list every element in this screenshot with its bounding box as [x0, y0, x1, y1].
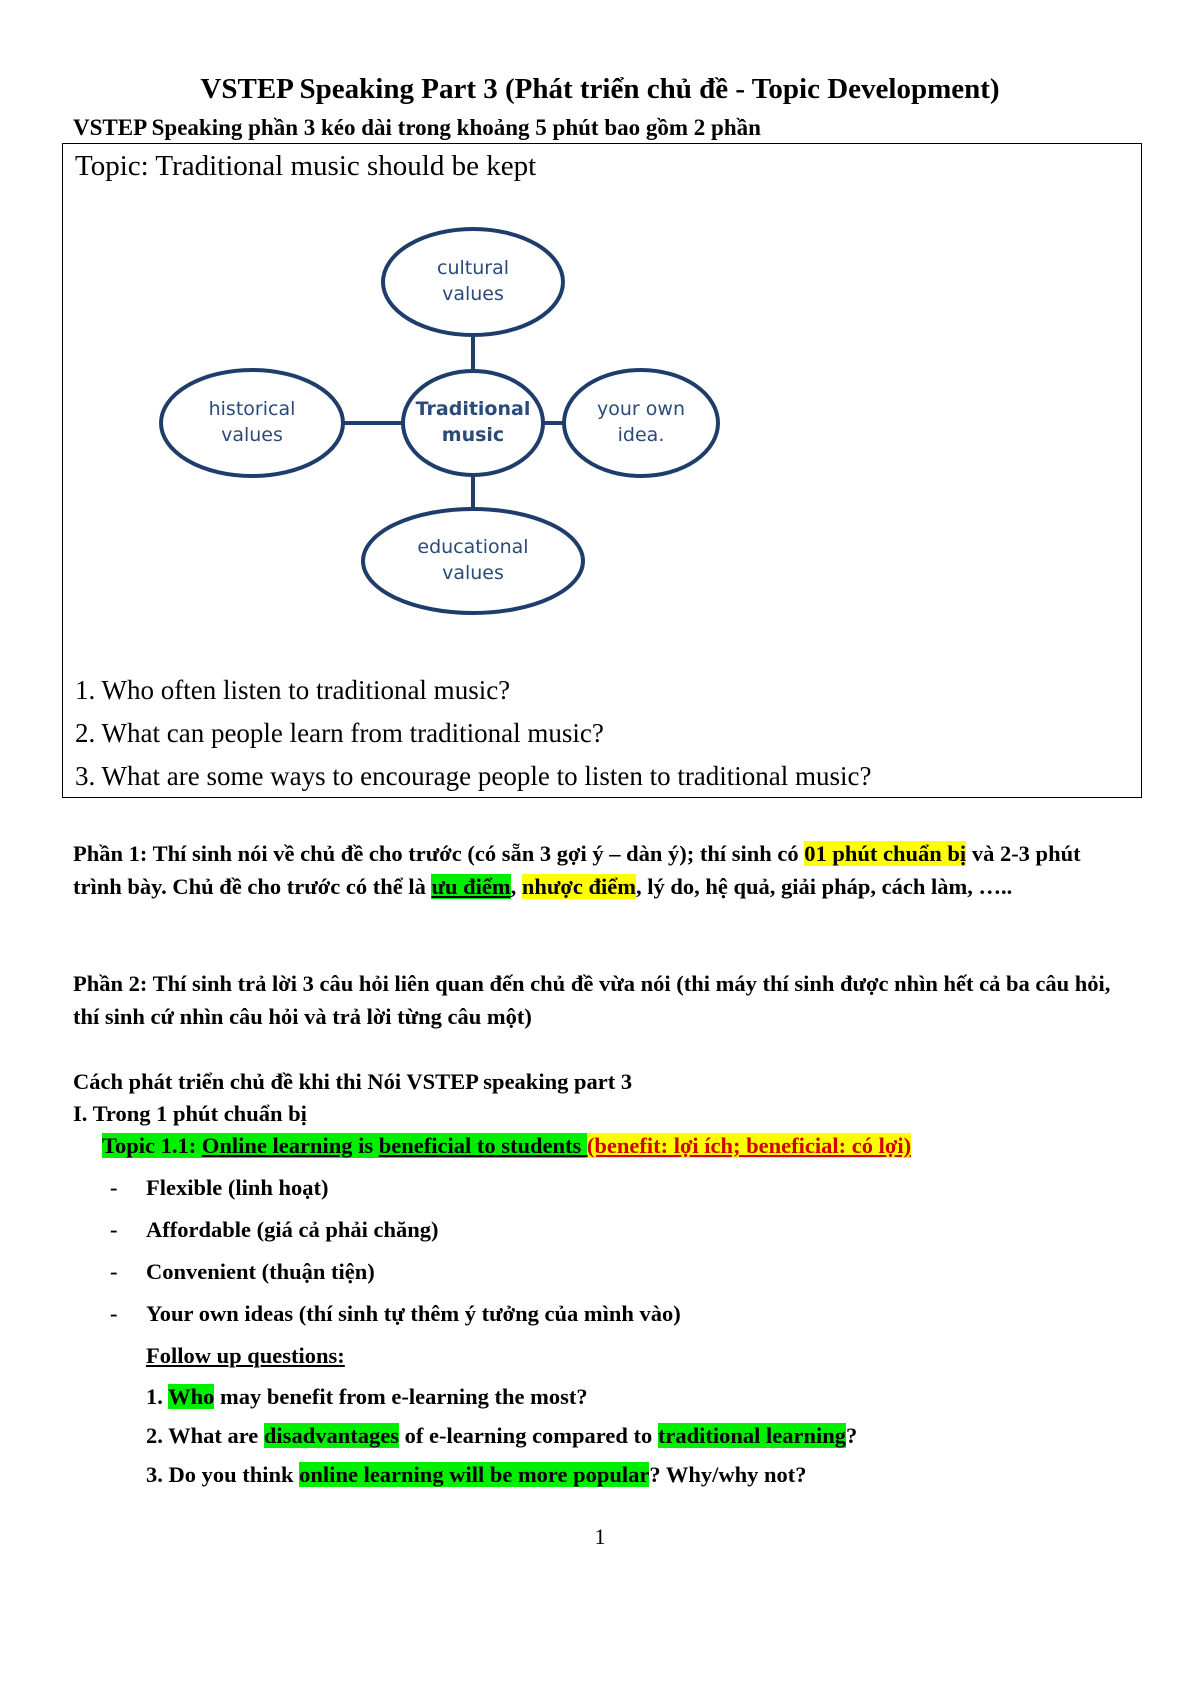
followup-question-1: 1. Who may benefit from e-learning the most? — [146, 1384, 588, 1409]
mindmap-diagram — [140, 205, 740, 615]
topic-1-1-note: (benefit: lợi ích; beneficial: có lợi) — [586, 1133, 912, 1158]
oval-label-top-2: values — [442, 283, 504, 305]
oval-traditional-music — [403, 371, 543, 475]
bullet-item: - Convenient (thuận tiện) — [110, 1259, 375, 1284]
followup-question-3: 3. Do you think online learning will be more popular? Why/why not? — [146, 1462, 807, 1487]
bullet-item: - Affordable (giá cả phải chăng) — [110, 1217, 439, 1242]
document-title: VSTEP Speaking Part 3 (Phát triển chủ đề - Topic Development) — [200, 73, 1000, 105]
page-number: 1 — [594, 1524, 606, 1549]
method-heading: Cách phát triển chủ đề khi thi Nói VSTEP speaking part 3 — [73, 1069, 633, 1094]
oval-your-own-idea — [564, 370, 718, 476]
oval-label-left-1: historical — [208, 398, 296, 420]
oval-label-top-1: cultural — [437, 257, 509, 279]
oval-label-bottom-2: values — [442, 562, 504, 584]
highlight-disadvantage: nhược điểm — [521, 873, 636, 899]
part2-paragraph: Phần 2: Thí sinh trả lời 3 câu hỏi liên quan đến chủ đề vừa nói (thi máy thí sinh được nhìn hết cả ba câu hỏi, thí sinh cứ nhìn câu hỏi và trả lời từng câu một) — [73, 971, 1111, 1029]
oval-label-right-1: your own — [597, 398, 685, 420]
topic-1-1: Topic 1.1: Online learning is beneficial to students (benefit: lợi ích; beneficial: có lợi) — [102, 1133, 912, 1158]
oval-cultural-values — [383, 229, 563, 335]
part1-paragraph: Phần 1: Thí sinh nói về chủ đề cho trước (có sẵn 3 gợi ý – dàn ý); thí sinh có 01 phút chuẩn bị và 2-3 phút trình bày. Chủ đề cho trước có thể là ưu điểm, nhược điểm, lý do, hệ quả, giải pháp, cách làm, ….. — [73, 841, 1081, 899]
topic-heading: Topic: Traditional music should be kept — [75, 150, 537, 182]
oval-label-center-2: music — [441, 424, 505, 446]
part1-label: Phần 1: — [73, 841, 148, 866]
followup-heading: Follow up questions: — [146, 1343, 345, 1368]
highlight-advantage: ưu điểm — [431, 873, 511, 899]
bullet-item: - Your own ideas (thí sinh tự thêm ý tưởng của mình vào) — [110, 1301, 681, 1326]
part2-label: Phần 2: — [73, 971, 148, 996]
oval-educational-values — [363, 509, 583, 613]
topic-question-3: 3. What are some ways to encourage people to listen to traditional music? — [75, 761, 872, 791]
document-subtitle: VSTEP Speaking phần 3 kéo dài trong khoảng 5 phút bao gồm 2 phần — [73, 115, 761, 140]
bullet-item: - Flexible (linh hoạt) — [110, 1175, 329, 1200]
topic-question-1: 1. Who often listen to traditional music? — [75, 675, 511, 705]
oval-historical-values — [161, 370, 343, 476]
oval-label-bottom-1: educational — [417, 536, 529, 558]
section-i-heading: I. Trong 1 phút chuẩn bị — [73, 1101, 307, 1126]
oval-label-right-2: idea. — [617, 424, 665, 446]
followup-question-2: 2. What are disadvantages of e-learning compared to traditional learning? — [146, 1423, 858, 1448]
oval-label-left-2: values — [221, 424, 283, 446]
topic-question-2: 2. What can people learn from traditional music? — [75, 718, 604, 748]
highlight-prep-time: 01 phút chuẩn bị — [804, 841, 967, 866]
oval-label-center-1: Traditional — [415, 398, 531, 420]
